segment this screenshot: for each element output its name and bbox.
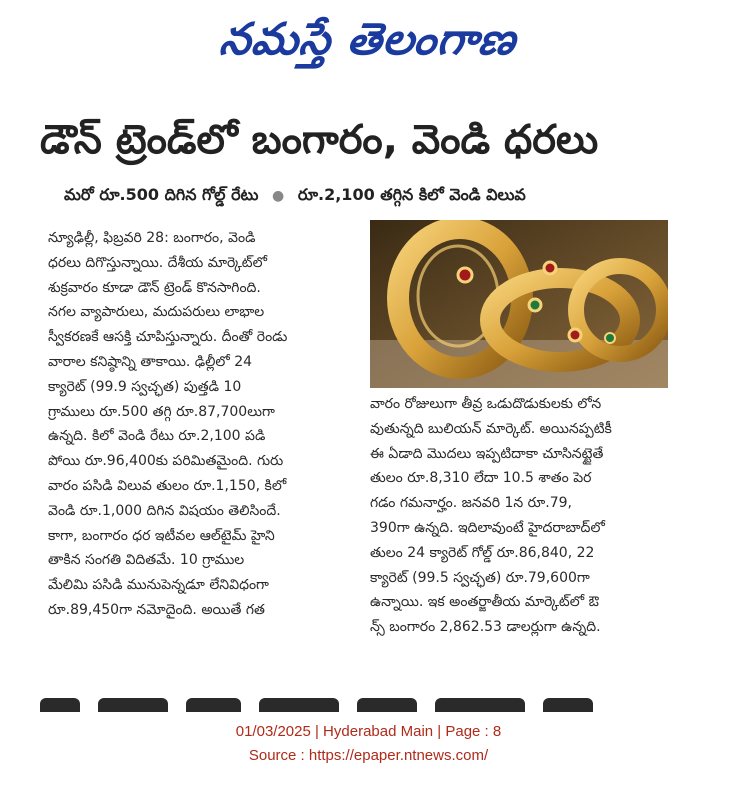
gold-bangles-illustration [370, 220, 668, 388]
article-subhead [64, 180, 684, 210]
text-line: కాగా, బంగారం ధర ఇటీవల ఆల్‌టైమ్ హైని [48, 527, 275, 544]
cut-off-next-headline [40, 690, 670, 712]
text-line: క్యారెట్ (99.5 స్వచ్ఛత) రూ.79,600గా [370, 569, 590, 586]
text-line: రూ.89,450గా నమోదైంది. అయితే గత [48, 601, 265, 618]
subhead-left: మరో రూ.500 దిగిన గోల్డ్ రేటు [64, 185, 259, 204]
text-line: మేలిమి పసిడి మునుపెన్నడూ లేనివిధంగా [48, 577, 269, 594]
text-line: ఈ ఏడాది మొదలు ఇప్పటిదాకా చూసినట్టైతే [370, 445, 604, 462]
article-headline: డౌన్ ట్రెండ్‌లో బంగారం, వెండి ధరలు [40, 117, 599, 163]
subhead-right: రూ.2,100 తగ్గిన కిలో వెండి విలువ [297, 185, 526, 204]
text-line: వారం పసిడి విలువ తులం రూ.1,150, కిలో [48, 477, 287, 494]
text-line: ధరలు దిగొస్తున్నాయి. దేశీయ మార్కెట్‌లో [48, 254, 267, 271]
text-line: స్వీకరణకే ఆసక్తి చూపిస్తున్నారు. దీంతో రెండు [48, 329, 288, 346]
text-line: వారాల కనిష్ఠాన్ని తాకాయి. ఢిల్లీలో 24 [48, 353, 253, 370]
text-line: శుక్రవారం కూడా డౌన్ ట్రెండ్ కొనసాగింది. [48, 279, 261, 296]
text-line: తులం రూ.8,310 లేదా 10.5 శాతం పెర [370, 470, 592, 487]
text-line: వారం రోజులుగా తీవ్ర ఒడుదొడుకులకు లోన [370, 396, 602, 412]
text-line: ఉన్నది. కిలో వెండి రేటు రూ.2,100 పడి [48, 428, 266, 445]
text-line: న్యూఢిల్లీ, ఫిబ్రవరి 28: బంగారం, వెండి [48, 230, 256, 246]
text-line: న్స్ బంగారం 2,862.53 డాలర్లుగా ఉన్నది. [370, 619, 601, 636]
footer-date-edition: 01/03/2025 | Hyderabad Main | Page : 8 [235, 723, 502, 740]
text-line: క్యారెట్ (99.9 స్వచ్ఛత) పుత్తడి 10 [48, 378, 242, 395]
text-line: నగల వ్యాపారులు, మదుపరులు లాభాల [48, 304, 265, 321]
text-line: వుతున్నది బులియన్ మార్కెట్. అయినప్పటికీ [370, 420, 612, 437]
gold-jewellery-photo [370, 220, 668, 388]
text-line: తులం 24 క్యారెట్ గోల్డ్ రూ.86,840, 22 [370, 544, 595, 561]
text-line: 390గా ఉన్నది. ఇదిలావుంటే హైదరాబాద్‌లో [370, 519, 605, 536]
text-line: ఉన్నాయి. ఇక అంతర్జాతీయ మార్కెట్‌లో ఔ [370, 594, 599, 611]
article-column-right [370, 392, 666, 640]
masthead-title: నమస్తే తెలంగాణ [217, 14, 519, 65]
text-line: పోయి రూ.96,400కు పరిమితమైంది. గురు [48, 453, 284, 470]
footer-source: Source : https://epaper.ntnews.com/ [248, 747, 489, 764]
text-line: గ్రాములు రూ.500 తగ్గి రూ.87,700లుగా [48, 403, 275, 420]
article-column-left [48, 226, 354, 623]
bullet-icon: ● [272, 188, 285, 204]
text-line: వెండి రూ.1,000 దిగిన విషయం తెలిసిందే. [48, 502, 281, 519]
text-line: తాకిన సంగతి విదితమే. 10 గ్రాముల [48, 552, 245, 569]
text-line: గడం గమనార్హం. జనవరి 1న రూ.79, [370, 495, 573, 512]
